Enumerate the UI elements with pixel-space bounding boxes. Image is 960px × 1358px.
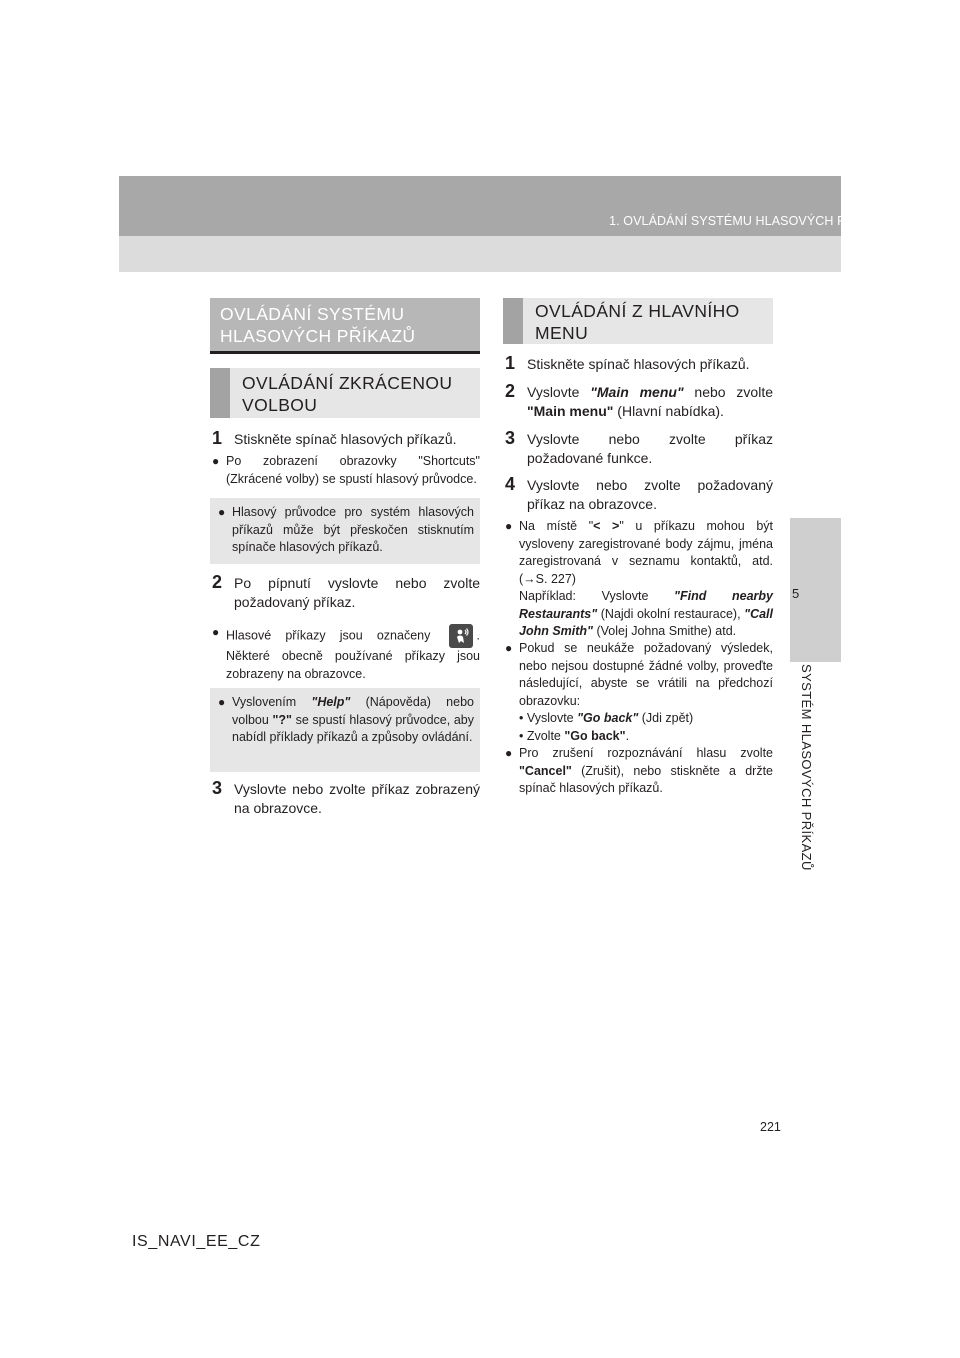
page-number: 221: [760, 1120, 781, 1134]
step-text: Stiskněte spínač hlasových příkazů.: [234, 431, 457, 447]
chapter-title: 1. OVLÁDÁNÍ SYSTÉMU HLASOVÝCH PŘÍKAZŮ: [609, 214, 892, 228]
subsection-heading-line: VOLBOU: [242, 395, 318, 415]
header-subbar: [119, 236, 841, 272]
section-heading-line: OVLÁDÁNÍ Z HLAVNÍHO: [535, 301, 740, 321]
bullet-dot-icon: ●: [218, 505, 226, 519]
right-step-1: [505, 355, 773, 374]
note-box-2: [210, 688, 480, 772]
section-heading-line: MENU: [535, 323, 589, 343]
heading-marker: [210, 368, 230, 418]
step-number: 1: [505, 353, 516, 373]
right-step-4: [505, 476, 773, 514]
step-text: Vyslovte "Main menu" nebo zvolte "Main menu" (Hlavní nabídka).: [527, 384, 773, 419]
step-1: [212, 430, 480, 449]
step-number: 1: [212, 428, 223, 448]
bullet-shortcuts: ● Po zobrazení obrazovky "Shortcuts" (Zkrácené volby) se spustí hlasový průvodce.: [212, 454, 480, 486]
step-text: Vyslovte nebo zvolte příkaz požadované funkce.: [527, 431, 773, 466]
section-heading-line: OVLÁDÁNÍ SYSTÉMU: [220, 304, 405, 324]
step-3: [212, 780, 480, 818]
right-step-3: [505, 430, 773, 468]
section-heading-main-menu: [503, 298, 773, 344]
step-text: Vyslovte nebo zvolte požadovaný příkaz na obrazovce.: [527, 477, 773, 512]
step-text: Po pípnutí vyslovte nebo zvolte požadovaný příkaz.: [234, 575, 480, 610]
step-number: 2: [505, 381, 516, 401]
bullet-dot-icon: ●: [212, 625, 220, 639]
bullet-dot-icon: ●: [505, 746, 513, 760]
step-text: Vyslovte nebo zvolte příkaz zobrazený na obrazovce.: [234, 781, 480, 816]
step-number: 3: [505, 428, 516, 448]
note-text: Vyslovením "Help" (Nápověda) nebo volbou "?" se spustí hlasový průvodce, aby nabídl příklady příkazů a způsoby ovládání.: [232, 695, 474, 744]
section-heading-main: [210, 298, 480, 354]
step-number: 2: [212, 572, 223, 592]
bullet-go-back: ● Pokud se neukáže požadovaný výsledek, nebo nejsou dostupné žádné volby, proveďte následující, abyste se vrátili na předchozí obrazovku: • Vyslovte "Go back" (Jdi zpět) • Zvolte "Go back".: [505, 641, 773, 743]
bullet-dot-icon: ●: [505, 641, 513, 655]
document-code: IS_NAVI_EE_CZ: [132, 1233, 261, 1250]
step-number: 3: [212, 778, 223, 798]
step-text: Stiskněte spínač hlasových příkazů.: [527, 356, 750, 372]
bullet-dot-icon: ●: [505, 519, 513, 533]
note-text: Hlasový průvodce pro systém hlasových příkazů může být přeskočen stisknutím spínače hlasových příkazů.: [232, 505, 474, 554]
note-box-1: [210, 498, 480, 564]
bullet-cancel: ● Pro zrušení rozpoznávání hlasu zvolte "Cancel" (Zrušit), nebo stiskněte a držte spínač hlasových příkazů.: [505, 746, 773, 795]
bullet-dot-icon: ●: [218, 695, 226, 709]
subsection-heading-line: OVLÁDÁNÍ ZKRÁCENOU: [242, 373, 453, 393]
chapter-number: 5: [792, 586, 800, 601]
step-number: 4: [505, 474, 516, 494]
subsection-heading-shortcut: [210, 368, 480, 418]
bullet-voice-commands: ● Hlasové příkazy jsou označeny . Některé obecně používané příkazy jsou zobrazeny na obrazovce.: [212, 625, 480, 681]
bullet-dot-icon: ●: [212, 454, 220, 468]
step-2: [212, 574, 480, 612]
voice-command-icon: [449, 624, 473, 648]
bullet-placeholder-names: ● Na místě "< >" u příkazu mohou být vysloveny zaregistrované body zájmu, jména zaregistrovaná v seznamu kontaktů, atd. (→S. 227) Například: Vyslovte "Find nearby Restaurants" (Najdi okolní restaurace), "Call John Smith" (Volej Johna Smithe) atd.: [505, 519, 773, 638]
section-heading-line: HLASOVÝCH PŘÍKAZŮ: [220, 326, 416, 346]
chapter-side-label: SYSTÉM HLASOVÝCH PŘÍKAZŮ: [799, 664, 814, 871]
right-step-2: [505, 383, 773, 421]
heading-marker: [503, 298, 523, 344]
